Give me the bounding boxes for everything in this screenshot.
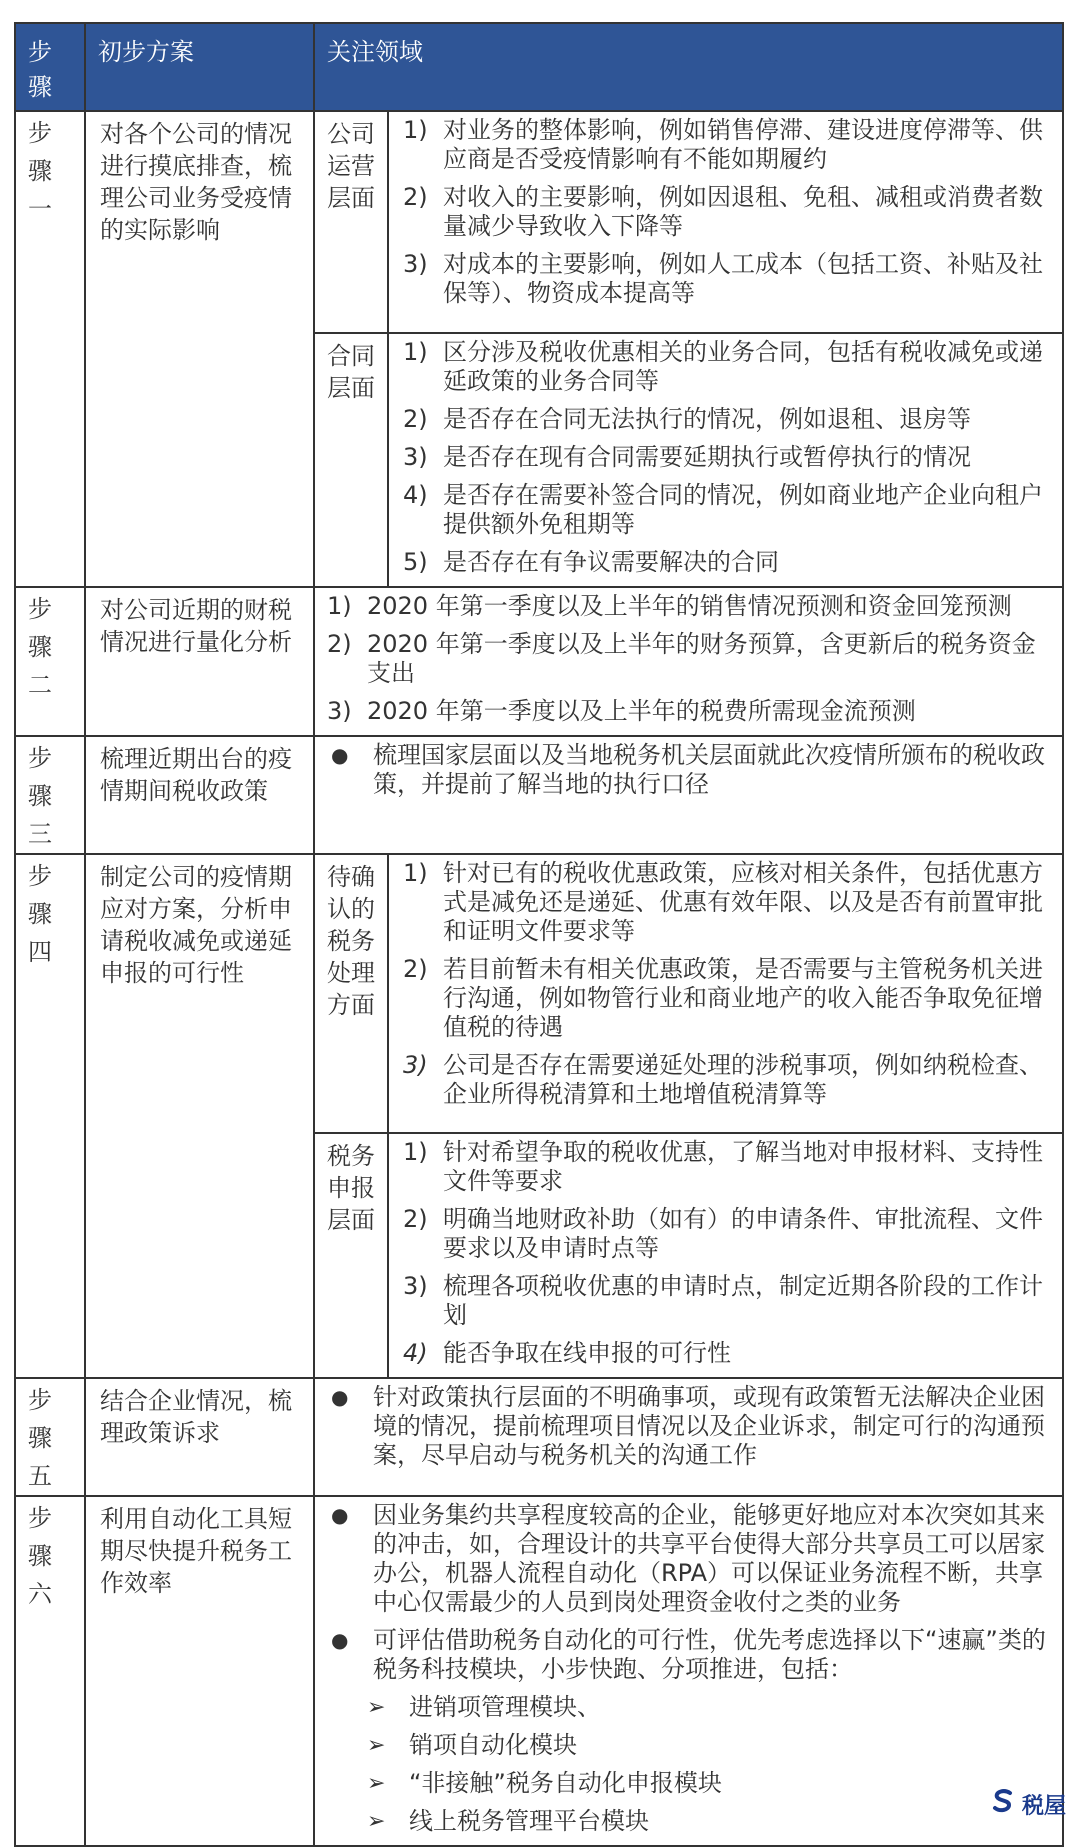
plan-cell: 对公司近期的财税情况进行量化分析 (85, 587, 314, 736)
list-item: ● 可评估借助税务自动化的可行性，优先考虑选择以下“速赢”类的税务科技模块，小步快跑、分项推进，包括： (331, 1626, 1046, 1683)
list-item: 4) 能否争取在线申报的可行性 (403, 1339, 731, 1367)
plan-cell: 梳理近期出台的疫情期间税收政策 (85, 736, 314, 854)
list-item: 2) 是否存在合同无法执行的情况，例如退租、退房等 (403, 405, 971, 433)
table-row-step6 (15, 1496, 1063, 1846)
step-cell: 步 骤 六 (15, 1496, 85, 1846)
list-item: ● 针对政策执行层面的不明确事项，或现有政策暂无法解决企业困境的情况，提前梳理项目情况以及企业诉求，制定可行的沟通预案，尽早启动与税务机关的沟通工作 (331, 1383, 1045, 1469)
items-cell (388, 854, 1063, 1133)
sub-list-item: ➢ “非接触”税务自动化申报模块 (367, 1769, 722, 1797)
plan-cell: 对各个公司的情况进行摸底排查，梳理公司业务受疫情的实际影响 (85, 111, 314, 587)
watermark-text: 税屋 (1021, 1793, 1066, 1819)
table-header-row (15, 23, 1063, 111)
sub-list-item: ➢ 线上税务管理平台模块 (367, 1807, 649, 1835)
items-cell (388, 333, 1063, 587)
category-cell: 待确认的税务处理方面 (314, 854, 388, 1133)
list-item: 2) 明确当地财政补助（如有）的申请条件、审批流程、文件要求以及申请时点等 (403, 1205, 1043, 1262)
plan-cell: 制定公司的疫情期应对方案，分析申请税收减免或递延申报的可行性 (85, 854, 314, 1378)
list-item: 3) 梳理各项税收优惠的申请时点，制定近期各阶段的工作计划 (403, 1272, 1043, 1329)
list-item: 3) 是否存在现有合同需要延期执行或暂停执行的情况 (403, 443, 971, 471)
header-step: 步骤 (15, 23, 85, 111)
table-row-step1 (15, 111, 1063, 333)
header-plan: 初步方案 (85, 23, 314, 111)
table-row-step4 (15, 854, 1063, 1133)
list-item: 2) 对收入的主要影响，例如因退租、免租、减租或消费者数量减少导致收入下降等 (403, 183, 1043, 240)
list-item: 5) 是否存在有争议需要解决的合同 (403, 548, 779, 576)
items-cell (314, 587, 1063, 736)
plan-cell: 结合企业情况，梳理政策诉求 (85, 1378, 314, 1496)
category-cell: 公司运营层面 (314, 111, 388, 333)
list-item: 1) 2020 年第一季度以及上半年的销售情况预测和资金回笼预测 (327, 592, 1012, 620)
watermark-logo (990, 1788, 1066, 1820)
sub-list-item: ➢ 销项自动化模块 (367, 1731, 577, 1759)
tax-plan-table (14, 22, 1064, 1847)
list-item: 2) 2020 年第一季度以及上半年的财务预算，含更新后的税务资金支出 (327, 630, 1036, 687)
list-item: ● 梳理国家层面以及当地税务机关层面就此次疫情所颁布的税收政策，并提前了解当地的执行口径 (331, 741, 1045, 798)
step-cell: 步 骤 三 (15, 736, 85, 854)
step-cell: 步 骤 二 (15, 587, 85, 736)
list-item: 3) 公司是否存在需要递延处理的涉税事项，例如纳税检查、企业所得税清算和土地增值税清算等 (403, 1051, 1043, 1108)
table-row-step2 (15, 587, 1063, 736)
list-item: 2) 若目前暂未有相关优惠政策，是否需要与主管税务机关进行沟通，例如物管行业和商业地产的收入能否争取免征增值税的待遇 (403, 955, 1043, 1041)
category-cell: 合同层面 (314, 333, 388, 587)
step-cell: 步 骤 四 (15, 854, 85, 1378)
category-cell: 税务申报层面 (314, 1133, 388, 1378)
items-cell (314, 1378, 1063, 1496)
list-item: 1) 针对希望争取的税收优惠，了解当地对申报材料、支持性文件等要求 (403, 1138, 1043, 1195)
list-item: ● 因业务集约共享程度较高的企业，能够更好地应对本次突如其来的冲击，如，合理设计的共享平台使得大部分共享员工可以居家办公，机器人流程自动化（RPA）可以保证业务流程不断，共享中心仅需最少的人员到岗处理资金收付之类的业务 (331, 1501, 1045, 1616)
plan-cell: 利用自动化工具短期尽快提升税务工作效率 (85, 1496, 314, 1846)
sub-list-item: ➢ 进销项管理模块、 (367, 1693, 601, 1721)
table-row-step3 (15, 736, 1063, 854)
list-item: 1) 针对已有的税收优惠政策，应核对相关条件，包括优惠方式是减免还是递延、优惠有效年限、以及是否有前置审批和证明文件要求等 (403, 859, 1043, 945)
items-cell (314, 736, 1063, 854)
list-item: 4) 是否存在需要补签合同的情况，例如商业地产企业向租户提供额外免租期等 (403, 481, 1043, 538)
list-item: 1) 区分涉及税收优惠相关的业务合同，包括有税收减免或递延政策的业务合同等 (403, 338, 1043, 395)
table-row-step5 (15, 1378, 1063, 1496)
items-cell (388, 111, 1063, 333)
items-cell (388, 1133, 1063, 1378)
s-logo-icon (990, 1788, 1016, 1820)
step-cell: 步 骤 五 (15, 1378, 85, 1496)
list-item: 1) 对业务的整体影响，例如销售停滞、建设进度停滞等、供应商是否受疫情影响有不能如期履约 (403, 116, 1043, 173)
items-cell (314, 1496, 1063, 1846)
list-item: 3) 2020 年第一季度以及上半年的税费所需现金流预测 (327, 697, 916, 725)
step-cell: 步 骤 一 (15, 111, 85, 587)
list-item: 3) 对成本的主要影响，例如人工成本（包括工资、补贴及社保等）、物资成本提高等 (403, 250, 1043, 307)
header-focus: 关注领域 (314, 23, 1063, 111)
